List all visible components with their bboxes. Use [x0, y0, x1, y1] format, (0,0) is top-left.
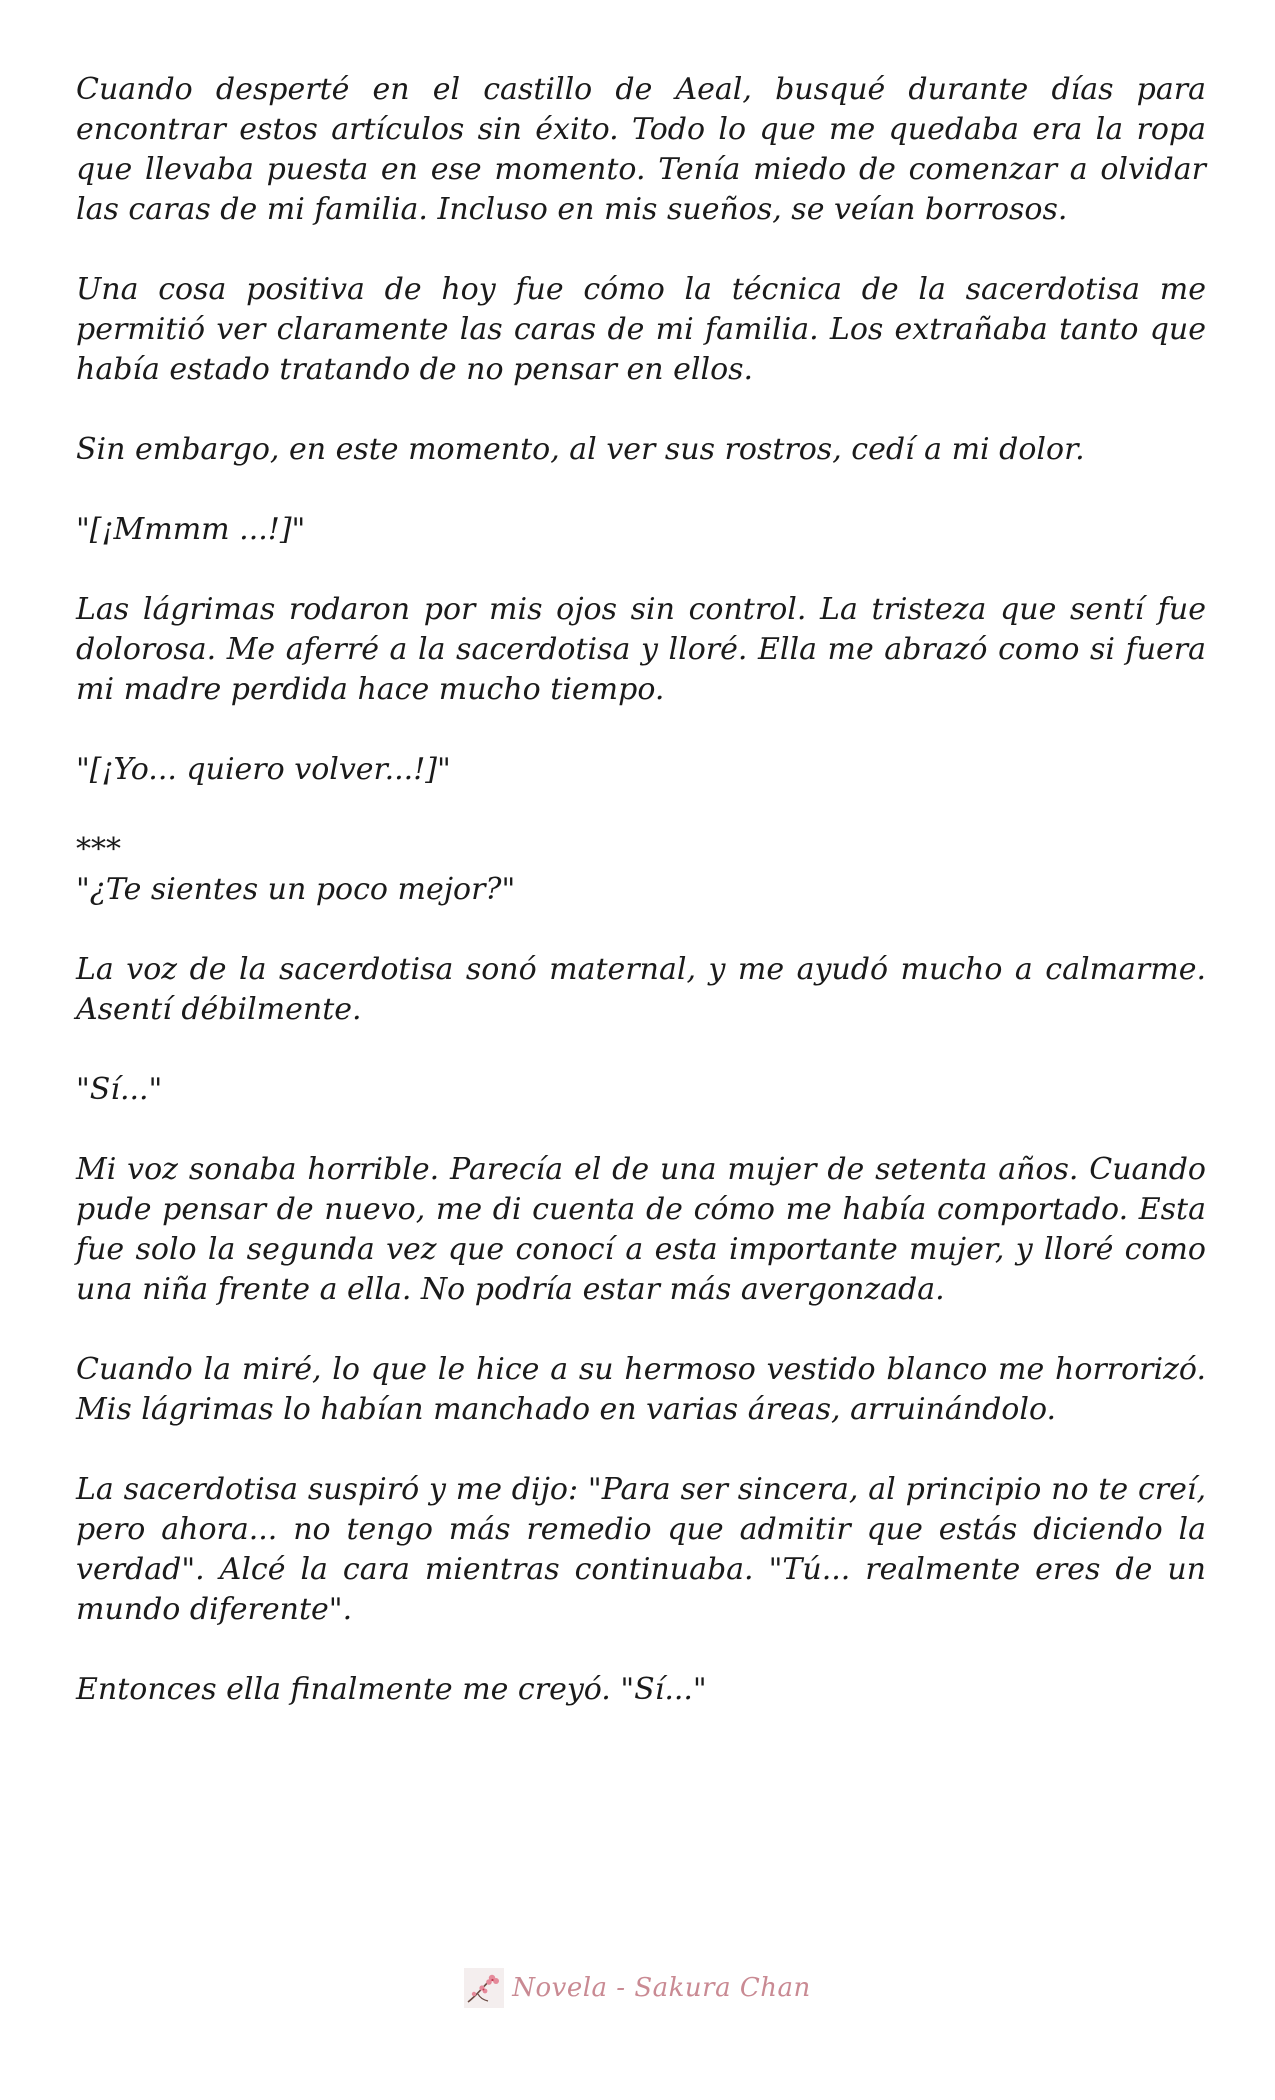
footer-credit: Novela - Sakura Chan	[512, 1973, 811, 2003]
paragraph-3: Sin embargo, en este momento, al ver sus rostros, cedí a mi dolor.	[76, 432, 1085, 467]
paragraph-1: Cuando desperté en el castillo de Aeal, busqué durante días para encontrar estos artículos sin éxito. Todo lo que me quedaba era la ropa que llevaba puesta en ese momento. Tenía miedo de comenzar a olvidar las caras de mi familia. Incluso en mis sueños, se veían borrosos.	[76, 72, 1206, 227]
dialogue-mmmm: "[¡Mmmm ...!]"	[76, 512, 306, 547]
dialogue-quiero-volver: "[¡Yo... quiero volver...!]"	[76, 752, 451, 787]
paragraph-6: Mi voz sonaba horrible. Parecía el de una mujer de setenta años. Cuando pude pensar de nuevo, me di cuenta de cómo me había comportado. Esta fue solo la segunda vez que conocí a esta importante mujer, y lloré como una niña frente a ella. No podría estar más avergonzada.	[76, 1152, 1206, 1307]
scene-break: ***	[76, 832, 121, 867]
paragraph-9: Entonces ella finalmente me creyó. "Sí..."	[76, 1672, 707, 1707]
paragraph-8: La sacerdotisa suspiró y me dijo: "Para ser sincera, al principio no te creí, pero ahora... no tengo más remedio que admitir que estás diciendo la verdad". Alcé la cara mientras continuaba. "Tú... realmente eres de un mundo diferente".	[76, 1472, 1206, 1627]
dialogue-te-sientes: "¿Te sientes un poco mejor?"	[76, 872, 516, 907]
chapter-text	[76, 70, 1206, 1750]
paragraph-5: La voz de la sacerdotisa sonó maternal, y me ayudó mucho a calmarme. Asentí débilmente.	[76, 952, 1206, 1027]
paragraph-4: Las lágrimas rodaron por mis ojos sin control. La tristeza que sentí fue dolorosa. Me aferré a la sacerdotisa y lloré. Ella me abrazó como si fuera mi madre perdida hace mucho tiempo.	[76, 592, 1206, 707]
sakura-flower-icon	[464, 1968, 504, 2008]
paragraph-2: Una cosa positiva de hoy fue cómo la técnica de la sacerdotisa me permitió ver claramente las caras de mi familia. Los extrañaba tanto que había estado tratando de no pensar en ellos.	[76, 272, 1206, 387]
paragraph-7: Cuando la miré, lo que le hice a su hermoso vestido blanco me horrorizó. Mis lágrimas lo habían manchado en varias áreas, arruinándolo.	[76, 1352, 1206, 1427]
dialogue-si: "Sí..."	[76, 1072, 163, 1107]
footer-watermark	[0, 1968, 1275, 2012]
